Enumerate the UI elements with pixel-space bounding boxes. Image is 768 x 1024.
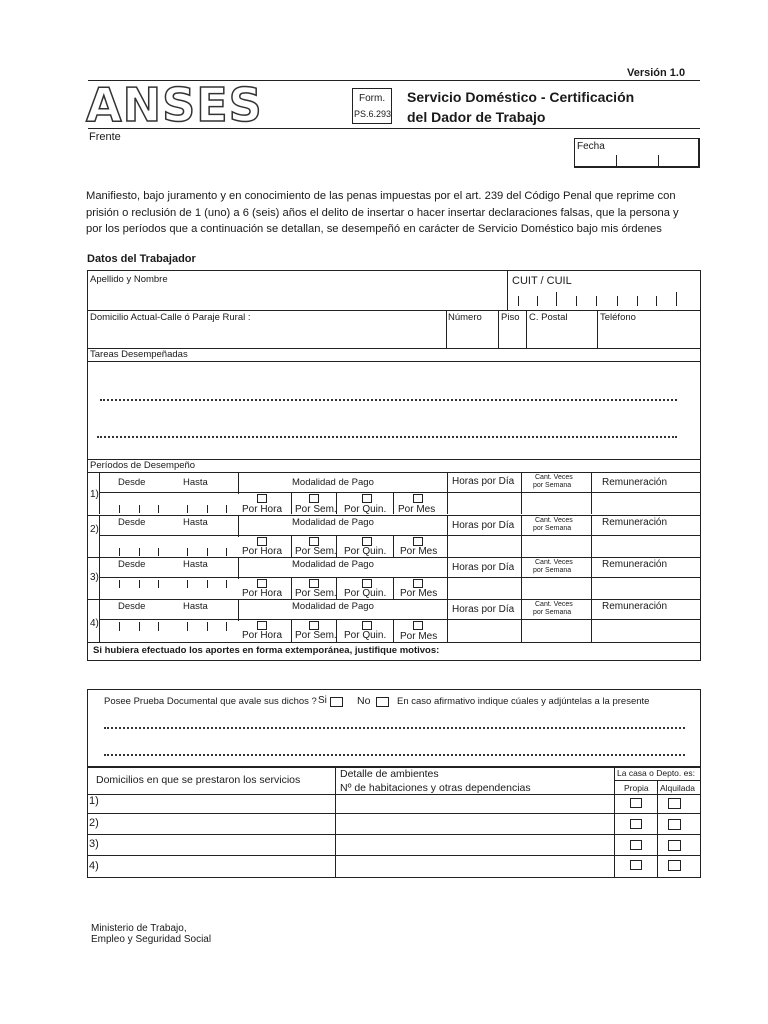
- form-title-line2: del Dador de Trabajo: [407, 109, 546, 125]
- date-tick: [158, 505, 159, 513]
- proof-yes-checkbox[interactable]: [330, 697, 343, 707]
- declaration-line-2: prisión o reclusión de 1 (uno) a 6 (seis) años el delito de insertar o hacer insertar declaraciones falsas, que la persona y: [86, 207, 679, 219]
- name-field[interactable]: [88, 285, 506, 309]
- col-divider: [614, 767, 615, 878]
- col-divider: [591, 472, 592, 514]
- proof-no-label: No: [357, 695, 371, 707]
- period-number: 2): [90, 524, 99, 535]
- ministry-line-2: Empleo y Seguridad Social: [91, 934, 212, 945]
- col-divider: [393, 619, 394, 642]
- pay-label: Remuneración: [602, 517, 668, 528]
- period-row: [87, 515, 701, 557]
- cuit-tick: [576, 296, 577, 306]
- form-label: Form.: [359, 93, 386, 104]
- opt-hour-label: Por Hora: [242, 546, 283, 557]
- periods-label: Períodos de Desempeño: [90, 460, 196, 471]
- row-divider: [87, 361, 701, 362]
- address-label: Domicilio Actual-Calle ó Paraje Rural :: [90, 312, 251, 323]
- date-field[interactable]: [574, 138, 700, 168]
- own-checkbox[interactable]: [630, 860, 642, 870]
- cuit-tick: [637, 296, 638, 306]
- pay-hour-checkbox[interactable]: [257, 537, 267, 546]
- col-divider: [526, 310, 527, 348]
- col-divider: [238, 557, 239, 579]
- pay-week-checkbox[interactable]: [309, 621, 319, 630]
- period-number: 3): [90, 572, 99, 583]
- worker-section-title: Datos del Trabajador: [87, 253, 196, 265]
- rented-checkbox[interactable]: [668, 860, 681, 871]
- number-label: Número: [448, 312, 482, 323]
- pay-hour-checkbox[interactable]: [257, 579, 267, 588]
- date-tick: [139, 622, 140, 631]
- pay-hour-checkbox[interactable]: [257, 494, 267, 503]
- pay-month-checkbox[interactable]: [413, 494, 423, 503]
- late-contributions-label: Si hubiera efectuado los aportes en forma extemporánea, justifique motivos:: [93, 645, 440, 656]
- date-tick: [187, 622, 188, 631]
- date-tick: [187, 548, 188, 556]
- rented-checkbox[interactable]: [668, 819, 681, 830]
- home-rooms-field[interactable]: [336, 835, 613, 854]
- rented-label: Alquilada: [660, 783, 695, 793]
- opt-hour-label: Por Hora: [242, 588, 283, 599]
- date-tick: [226, 580, 227, 588]
- opt-fortnight-label: Por Quin.: [344, 546, 387, 557]
- date-tick: [207, 622, 208, 631]
- address-field[interactable]: [88, 324, 445, 347]
- to-label: Hasta: [183, 601, 208, 612]
- date-tick: [658, 155, 659, 167]
- pay-label: Remuneración: [602, 477, 668, 488]
- home-rooms-field[interactable]: [336, 795, 613, 813]
- col-divider: [591, 515, 592, 557]
- date-tick: [616, 155, 617, 167]
- opt-month-label: Por Mes: [400, 546, 438, 557]
- form-code-box: [352, 88, 392, 124]
- pay-fortnight-checkbox[interactable]: [362, 494, 372, 503]
- date-tick: [226, 505, 227, 513]
- pay-month-checkbox[interactable]: [413, 537, 423, 546]
- period-number: 1): [90, 489, 99, 500]
- home-row-number: 1): [89, 795, 99, 807]
- cuit-tick: [596, 296, 597, 306]
- opt-week-label: Por Sem.: [295, 546, 337, 557]
- postal-code-label: C. Postal: [529, 312, 568, 323]
- pay-month-checkbox[interactable]: [413, 579, 423, 588]
- home-address-field[interactable]: [100, 856, 334, 877]
- col-divider: [591, 599, 592, 642]
- to-date-field[interactable]: [173, 578, 237, 598]
- row-divider: [87, 642, 701, 643]
- to-label: Hasta: [183, 477, 208, 488]
- proof-line[interactable]: [104, 754, 685, 756]
- date-tick: [207, 505, 208, 513]
- times-label: por Semana: [533, 609, 572, 616]
- opt-month-label: Por Mes: [400, 631, 438, 642]
- col-divider: [393, 492, 394, 514]
- date-tick: [119, 548, 120, 556]
- pay-fortnight-checkbox[interactable]: [362, 621, 372, 630]
- opt-month-label: Por Mes: [398, 504, 436, 515]
- tasks-line[interactable]: [97, 436, 677, 438]
- hours-label: Horas por Día: [452, 476, 515, 487]
- from-date-field[interactable]: [100, 578, 158, 598]
- pay-fortnight-checkbox[interactable]: [362, 579, 372, 588]
- from-date-field[interactable]: [100, 493, 158, 513]
- date-tick: [139, 580, 140, 588]
- rented-checkbox[interactable]: [668, 798, 681, 809]
- date-tick: [226, 548, 227, 556]
- opt-week-label: Por Sem.: [295, 504, 337, 515]
- opt-fortnight-label: Por Quin.: [344, 504, 387, 515]
- date-tick: [119, 580, 120, 588]
- opt-week-label: Por Sem.: [295, 588, 337, 599]
- col-divider: [447, 515, 448, 557]
- pay-fortnight-checkbox[interactable]: [362, 537, 372, 546]
- period-row: [87, 599, 701, 642]
- form-code: PS.6.293: [354, 109, 392, 119]
- tasks-line[interactable]: [100, 399, 677, 401]
- cuit-tick: [518, 296, 519, 306]
- times-label: por Semana: [533, 482, 572, 489]
- version-label: Versión 1.0: [627, 67, 686, 79]
- floor-label: Piso: [501, 312, 520, 323]
- cuit-label: CUIT / CUIL: [512, 275, 572, 287]
- proof-line[interactable]: [104, 727, 685, 729]
- home-row-number: 3): [89, 838, 99, 850]
- form-title-line1: Servicio Doméstico - Certificación: [407, 89, 635, 105]
- to-date-field[interactable]: [173, 536, 237, 556]
- date-tick: [158, 548, 159, 556]
- home-row-number: 4): [89, 860, 99, 872]
- date-tick: [139, 505, 140, 513]
- own-checkbox[interactable]: [630, 819, 642, 829]
- home-row-number: 2): [89, 817, 99, 829]
- col-divider: [447, 472, 448, 514]
- opt-week-label: Por Sem.: [295, 630, 337, 641]
- times-label: Cant. Veces: [535, 601, 573, 608]
- from-label: Desde: [118, 517, 146, 528]
- col-divider: [521, 515, 522, 557]
- date-tick: [139, 548, 140, 556]
- hours-label: Horas por Día: [452, 562, 515, 573]
- side-label-frente: Frente: [89, 131, 121, 143]
- name-label: Apellido y Nombre: [90, 274, 168, 285]
- date-tick: [158, 580, 159, 588]
- opt-fortnight-label: Por Quin.: [344, 588, 387, 599]
- late-reason-field[interactable]: [88, 661, 700, 689]
- home-address-field[interactable]: [100, 795, 334, 813]
- col-divider: [238, 515, 239, 537]
- col-divider: [291, 619, 292, 642]
- proof-yes-label: Si: [318, 695, 327, 706]
- home-address-field[interactable]: [100, 835, 334, 854]
- payment-label: Modalidad de Pago: [292, 559, 374, 570]
- own-checkbox[interactable]: [630, 798, 642, 808]
- hours-label: Horas por Día: [452, 520, 515, 531]
- rented-checkbox[interactable]: [668, 840, 681, 851]
- pay-label: Remuneración: [602, 559, 668, 570]
- pay-label: Remuneración: [602, 601, 668, 612]
- pay-hour-checkbox[interactable]: [257, 621, 267, 630]
- tasks-label: Tareas Desempeñadas: [90, 349, 188, 360]
- home-rooms-field[interactable]: [336, 856, 613, 877]
- pay-week-checkbox[interactable]: [309, 579, 319, 588]
- hours-label: Horas por Día: [452, 604, 515, 615]
- from-label: Desde: [118, 477, 146, 488]
- cuit-tick: [656, 296, 657, 306]
- opt-hour-label: Por Hora: [242, 504, 283, 515]
- date-tick: [158, 622, 159, 631]
- times-label: por Semana: [533, 567, 572, 574]
- cuit-tick: [537, 296, 538, 306]
- date-label: Fecha: [577, 141, 605, 152]
- date-tick: [207, 548, 208, 556]
- times-label: Cant. Veces: [535, 559, 573, 566]
- col-divider: [591, 557, 592, 599]
- opt-month-label: Por Mes: [400, 588, 438, 599]
- times-label: por Semana: [533, 525, 572, 532]
- phone-label: Teléfono: [600, 312, 636, 323]
- times-label: Cant. Veces: [535, 517, 573, 524]
- date-tick: [226, 622, 227, 631]
- col-divider: [521, 472, 522, 514]
- anses-logo: ANSES: [86, 78, 263, 132]
- to-label: Hasta: [183, 559, 208, 570]
- to-date-field[interactable]: [173, 493, 237, 513]
- cuit-tick: [617, 296, 618, 306]
- header-bottom-rule: [88, 128, 700, 129]
- homes-col2-label: Detalle de ambientes: [340, 768, 439, 780]
- payment-label: Modalidad de Pago: [292, 517, 374, 528]
- col-divider: [597, 310, 598, 348]
- pay-week-checkbox[interactable]: [309, 494, 319, 503]
- payment-label: Modalidad de Pago: [292, 601, 374, 612]
- col-divider: [393, 577, 394, 599]
- opt-hour-label: Por Hora: [242, 630, 283, 641]
- col-divider: [447, 557, 448, 599]
- col-divider: [446, 310, 447, 348]
- homes-col1-label: Domicilios en que se prestaron los servicios: [96, 774, 301, 786]
- ministry-line-1: Ministerio de Trabajo,: [91, 923, 187, 934]
- home-address-field[interactable]: [100, 814, 334, 833]
- period-row: [87, 557, 701, 599]
- from-date-field[interactable]: [100, 620, 158, 640]
- opt-fortnight-label: Por Quin.: [344, 630, 387, 641]
- period-row: [87, 472, 701, 514]
- date-tick: [207, 580, 208, 588]
- col-divider: [238, 472, 239, 494]
- col-divider: [238, 599, 239, 621]
- date-tick: [119, 505, 120, 513]
- pay-week-checkbox[interactable]: [309, 537, 319, 546]
- payment-label: Modalidad de Pago: [292, 477, 374, 488]
- proof-instruction: En caso afirmativo indique cúales y adjúntelas a la presente: [397, 696, 650, 707]
- col-divider: [521, 599, 522, 642]
- homes-col2-sub: Nº de habitaciones y otras dependencias: [340, 782, 531, 794]
- home-rooms-field[interactable]: [336, 814, 613, 833]
- times-label: Cant. Veces: [535, 474, 573, 481]
- row-divider: [87, 310, 701, 311]
- own-checkbox[interactable]: [630, 840, 642, 850]
- col-divider: [393, 535, 394, 557]
- col-divider: [447, 599, 448, 642]
- col-divider: [291, 492, 292, 514]
- period-number: 4): [90, 618, 99, 629]
- proof-no-checkbox[interactable]: [376, 697, 389, 707]
- col-divider: [291, 535, 292, 557]
- pay-month-checkbox[interactable]: [413, 621, 423, 630]
- from-label: Desde: [118, 601, 146, 612]
- date-tick: [187, 505, 188, 513]
- to-date-field[interactable]: [173, 620, 237, 640]
- to-label: Hasta: [183, 517, 208, 528]
- row-divider: [614, 780, 701, 781]
- cuit-tick: [676, 292, 677, 306]
- declaration-line-1: Manifiesto, bajo juramento y en conocimiento de las penas impuestas por el art. 239 del Código Penal que reprime con: [86, 190, 676, 202]
- cuit-tick: [556, 292, 557, 306]
- housing-title: La casa o Depto. es:: [617, 768, 695, 778]
- date-tick: [187, 580, 188, 588]
- from-date-field[interactable]: [100, 536, 158, 556]
- col-divider: [521, 557, 522, 599]
- col-divider: [291, 577, 292, 599]
- cuit-field[interactable]: [508, 288, 700, 309]
- declaration-line-3: por los períodos que a continuación se detallan, se desempeñó en carácter de Servicio Doméstico bajo mis órdenes: [86, 223, 662, 235]
- col-divider: [498, 310, 499, 348]
- date-tick: [119, 622, 120, 631]
- from-label: Desde: [118, 559, 146, 570]
- proof-question: Posee Prueba Documental que avale sus dichos ?: [104, 696, 317, 707]
- own-label: Propia: [624, 783, 649, 793]
